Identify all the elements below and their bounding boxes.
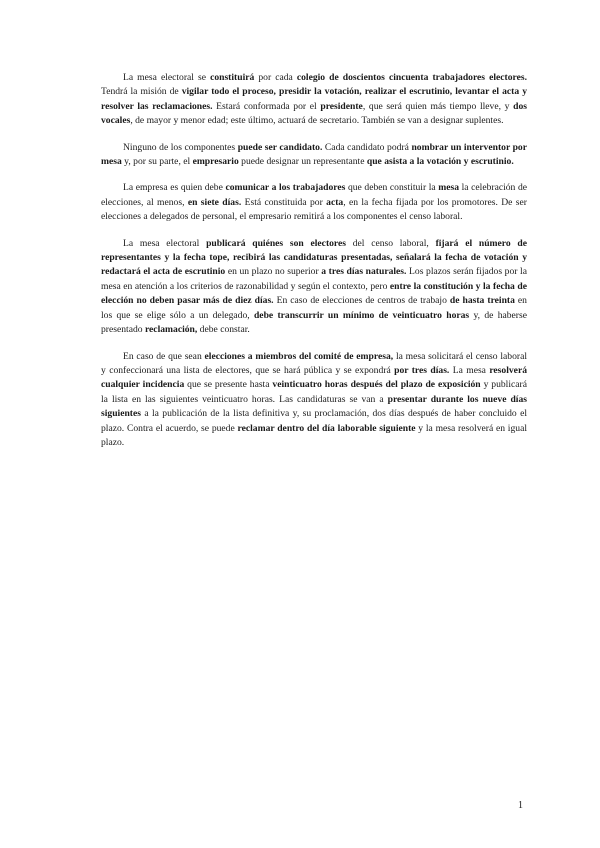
text-run: y, de haberse presentado (101, 309, 527, 336)
bold-text: colegio de doscientos cincuenta trabajadores electores. (296, 72, 527, 83)
bold-text: comunicar a los trabajadores (225, 182, 346, 194)
text-run: a la publicación de la lista definitiva y, su proclamación, dos días después de haber concluido el plazo. Contra el acuerdo, se puede (101, 408, 527, 434)
text-run: Estará conformada por el (212, 100, 321, 112)
text-run: La mesa (449, 364, 490, 376)
text-run: Tendrá la misión de (101, 86, 182, 98)
text-run: , en la fecha fijada por los promotores. De ser elecciones a delegados de personal, el empresario remitirá a los componentes el censo laboral. (101, 196, 527, 223)
text-run: , que será quien más tiempo lleve, y (362, 100, 514, 112)
text-run: del censo laboral, (346, 237, 436, 249)
bold-text: entre la constitución y la fecha de elección no deben pasar más de diez días. (101, 280, 527, 307)
text-run: Los plazos serán fijados por la mesa en atención a los criterios de razonabilidad y según el contexto, pero (101, 266, 527, 292)
text-run: por cada (254, 72, 297, 83)
paragraph-5 (101, 350, 527, 451)
page-number: 1 (518, 800, 523, 811)
bold-text: puede ser candidato. (237, 141, 323, 153)
text-run: en los que se elige sólo a un delegado, (101, 295, 527, 321)
bold-text: presentar durante los nueve días siguientes (101, 393, 527, 420)
text-run: La empresa es quien debe (123, 182, 226, 194)
bold-text: en siete días. (187, 196, 242, 208)
text-run: Ninguno de los componentes (123, 141, 238, 153)
text-run: y publicará la lista en las siguientes veinticuatro horas. Las candidaturas se van a (101, 379, 527, 405)
bold-text: empresario (192, 156, 239, 168)
text-run: En caso de elecciones de centros de trabajo (273, 295, 450, 307)
text-run: en un plazo no superior (225, 266, 322, 278)
bold-text: constituirá (210, 72, 255, 83)
bold-text: reclamación, (144, 324, 198, 336)
bold-text: fijará el número de representantes y la fecha tope, recibirá las candidaturas presentadas, señalará la fecha de votación y redactará el acta de escrutinio (101, 237, 527, 278)
text-run: Cada candidato podrá (322, 141, 412, 153)
bold-text: de hasta treinta (449, 295, 515, 307)
text-run: , de mayor y menor edad; este último, actuará de secretario. También se van a designar suplentes. (130, 115, 504, 127)
text-run: debe constar. (197, 324, 250, 336)
bold-text: vigilar todo el proceso, presidir la votación, realizar el escrutinio, levantar el acta y resolver las reclamaciones. (101, 86, 527, 112)
text-run: La mesa electoral se (123, 72, 211, 83)
bold-text: elecciones a miembros del comité de empresa, (204, 350, 394, 362)
bold-text: publicará quiénes son electores (206, 237, 347, 249)
bold-text: reclamar dentro del día laborable siguiente (237, 422, 416, 434)
bold-text: dos vocales (101, 100, 527, 127)
paragraph-2 (101, 141, 527, 170)
text-run: la mesa solicitará el censo laboral y confeccionará una lista de electores, que se hará pública y se expondrá (101, 350, 527, 376)
text-run: que deben constituir la (345, 182, 439, 194)
text-run: que se presente hasta (184, 379, 273, 391)
text-run: En caso de que sean (123, 350, 205, 362)
paragraph-1 (101, 71, 527, 129)
bold-text: presidente (320, 100, 363, 112)
text-run: la celebración de elecciones, al menos, (101, 182, 527, 208)
document-body (101, 71, 527, 462)
bold-text: acta (326, 196, 344, 208)
bold-text: a tres días naturales. (321, 266, 407, 278)
bold-text: veinticuatro horas después del plazo de exposición (272, 379, 481, 391)
bold-text: por tres días. (394, 364, 450, 376)
text-run: puede designar un representante (238, 156, 367, 168)
bold-text: nombrar un interventor por mesa (101, 141, 527, 168)
bold-text: resolverá cualquier incidencia (101, 364, 527, 391)
text-run: y, por su parte, el (121, 156, 193, 168)
text-run: Está constituida por (241, 196, 327, 208)
bold-text: debe transcurrir un mínimo de veinticuatro horas (253, 309, 470, 321)
paragraph-3 (101, 181, 527, 224)
bold-text: mesa (438, 182, 460, 194)
bold-text: que asista a la votación y escrutinio. (366, 156, 514, 168)
paragraph-4 (101, 237, 527, 338)
text-run: y la mesa resolverá en igual plazo. (101, 422, 527, 448)
text-run: La mesa electoral (123, 237, 207, 249)
